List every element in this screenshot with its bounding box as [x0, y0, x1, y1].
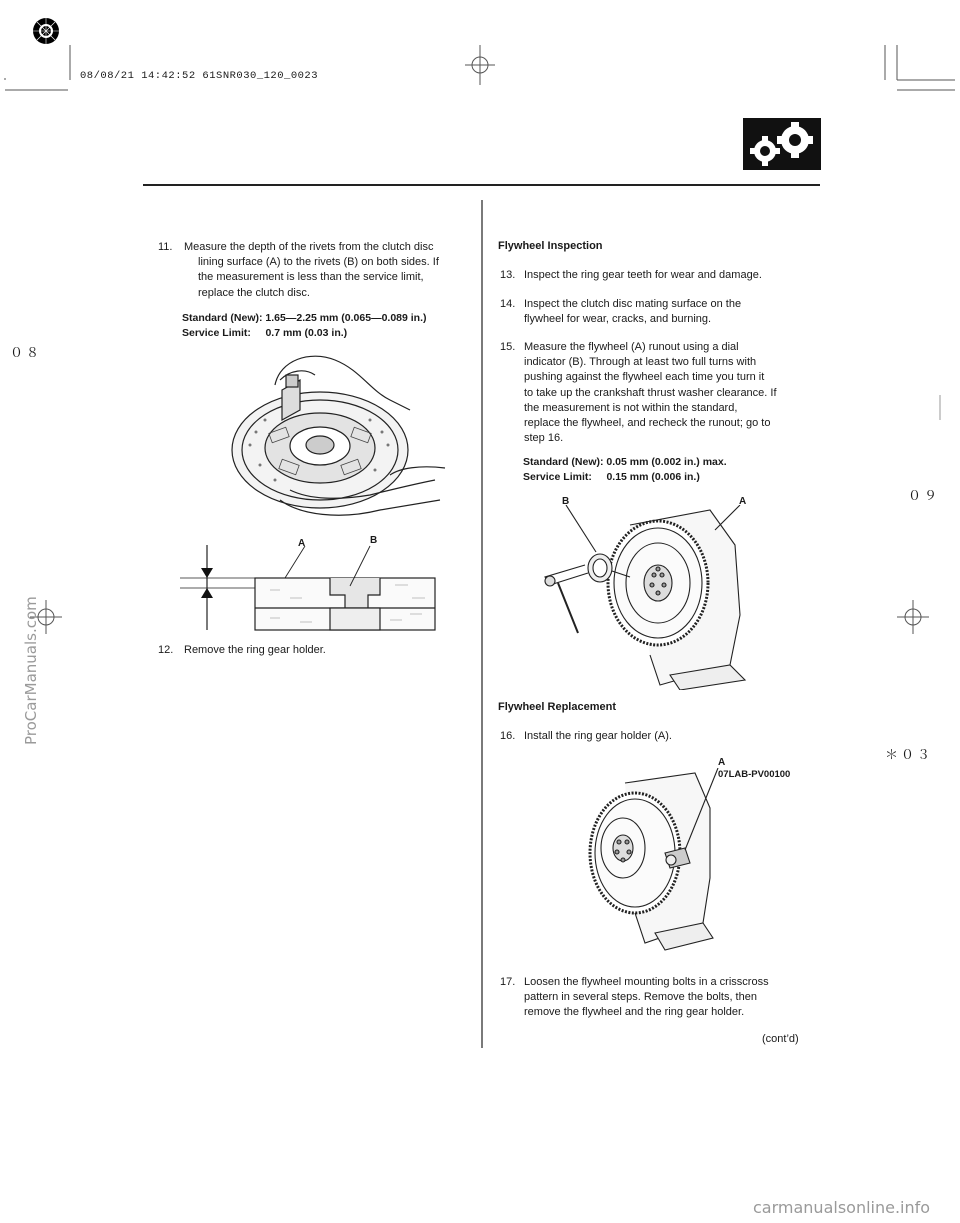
step-line: Loosen the flywheel mounting bolts in a crisscross	[524, 976, 769, 988]
print-timestamp: 08/08/21 14:42:52 61SNR030_120_0023	[80, 70, 319, 82]
label-b-rivet: B	[370, 535, 378, 546]
rivet-depth-cross-section	[180, 540, 440, 640]
step-text	[524, 975, 818, 1021]
step-number: 11.	[158, 241, 173, 253]
page-side-mark-right: ０９	[908, 489, 941, 504]
step-number: 16.	[500, 730, 516, 742]
label-b-dial-indicator: B	[562, 496, 570, 507]
step-text: Install the ring gear holder (A).	[524, 730, 672, 742]
step-number: 15.	[500, 341, 516, 353]
step-line: Measure the flywheel (A) runout using a dial	[524, 341, 739, 353]
registration-target-icon	[33, 18, 59, 44]
step-line: flywheel for wear, cracks, and burning.	[524, 313, 712, 326]
page-side-mark-left: ０８	[10, 346, 43, 361]
label-a-rivet-surface: A	[298, 538, 306, 549]
section-title-flywheel-replacement: Flywheel Replacement	[498, 701, 616, 713]
watermark-procarmanuals: ProCarManuals.com	[22, 596, 40, 745]
spec-limit: Service Limit: 0.15 mm (0.006 in.)	[523, 471, 700, 483]
step-16	[498, 729, 818, 744]
ring-gear-holder-illustration	[585, 768, 725, 953]
tool-part-number: 07LAB-PV00100	[718, 769, 791, 780]
step-11	[158, 240, 478, 301]
step-line: remove the flywheel and the ring gear holder.	[524, 1006, 745, 1019]
step-line: pattern in several steps. Remove the bolts, then	[524, 991, 757, 1004]
continued-note: (cont’d)	[762, 1033, 799, 1045]
step-line: Inspect the clutch disc mating surface on the	[524, 298, 742, 310]
step-15	[498, 340, 818, 446]
step-line: pushing against the flywheel each time you turn it	[524, 371, 765, 384]
section-title-flywheel-inspection: Flywheel Inspection	[498, 240, 603, 252]
step-text: Inspect the ring gear teeth for wear and damage.	[524, 269, 762, 281]
step-number: 17.	[500, 976, 516, 988]
flywheel-runout-illustration	[540, 505, 760, 690]
page-side-mark-right-lower: ＊０３	[885, 748, 934, 763]
step-line: to take up the crankshaft thrust washer clearance. If	[524, 386, 777, 399]
step-line: lining surface (A) to the rivets (B) on both sides. If	[198, 256, 439, 269]
step-text	[184, 240, 478, 301]
step-12	[158, 643, 478, 658]
step-14	[498, 297, 818, 327]
step-line: the measurement is not within the standard,	[524, 401, 738, 414]
gears-icon	[743, 118, 821, 170]
label-a-flywheel: A	[739, 496, 747, 507]
step-13	[498, 268, 818, 283]
watermark-carmanualsonline: carmanualsonline.info	[753, 1198, 931, 1217]
step-17	[498, 975, 818, 1021]
step-text: Remove the ring gear holder.	[184, 644, 326, 656]
step-line: Measure the depth of the rivets from the clutch disc	[184, 241, 434, 253]
clutch-disc-illustration	[220, 350, 460, 530]
step-line: the measurement is less than the service limit,	[198, 271, 424, 284]
step-line: step 16.	[524, 432, 564, 445]
spec-standard: Standard (New): 1.65—2.25 mm (0.065—0.089 in.)	[182, 312, 427, 324]
step-number: 14.	[500, 298, 516, 310]
step-line: replace the clutch disc.	[198, 286, 310, 299]
step-text	[524, 340, 818, 446]
spec-standard: Standard (New): 0.05 mm (0.002 in.) max.	[523, 456, 727, 468]
step-number: 13.	[500, 269, 516, 281]
label-a-ring-gear-holder: A	[718, 757, 726, 768]
step-text	[524, 297, 818, 327]
step-number: 12.	[158, 644, 174, 656]
step-line: indicator (B). Through at least two full turns with	[524, 356, 757, 369]
spec-limit: Service Limit: 0.7 mm (0.03 in.)	[182, 327, 348, 339]
step-line: replace the flywheel, and recheck the runout; go to	[524, 417, 771, 430]
